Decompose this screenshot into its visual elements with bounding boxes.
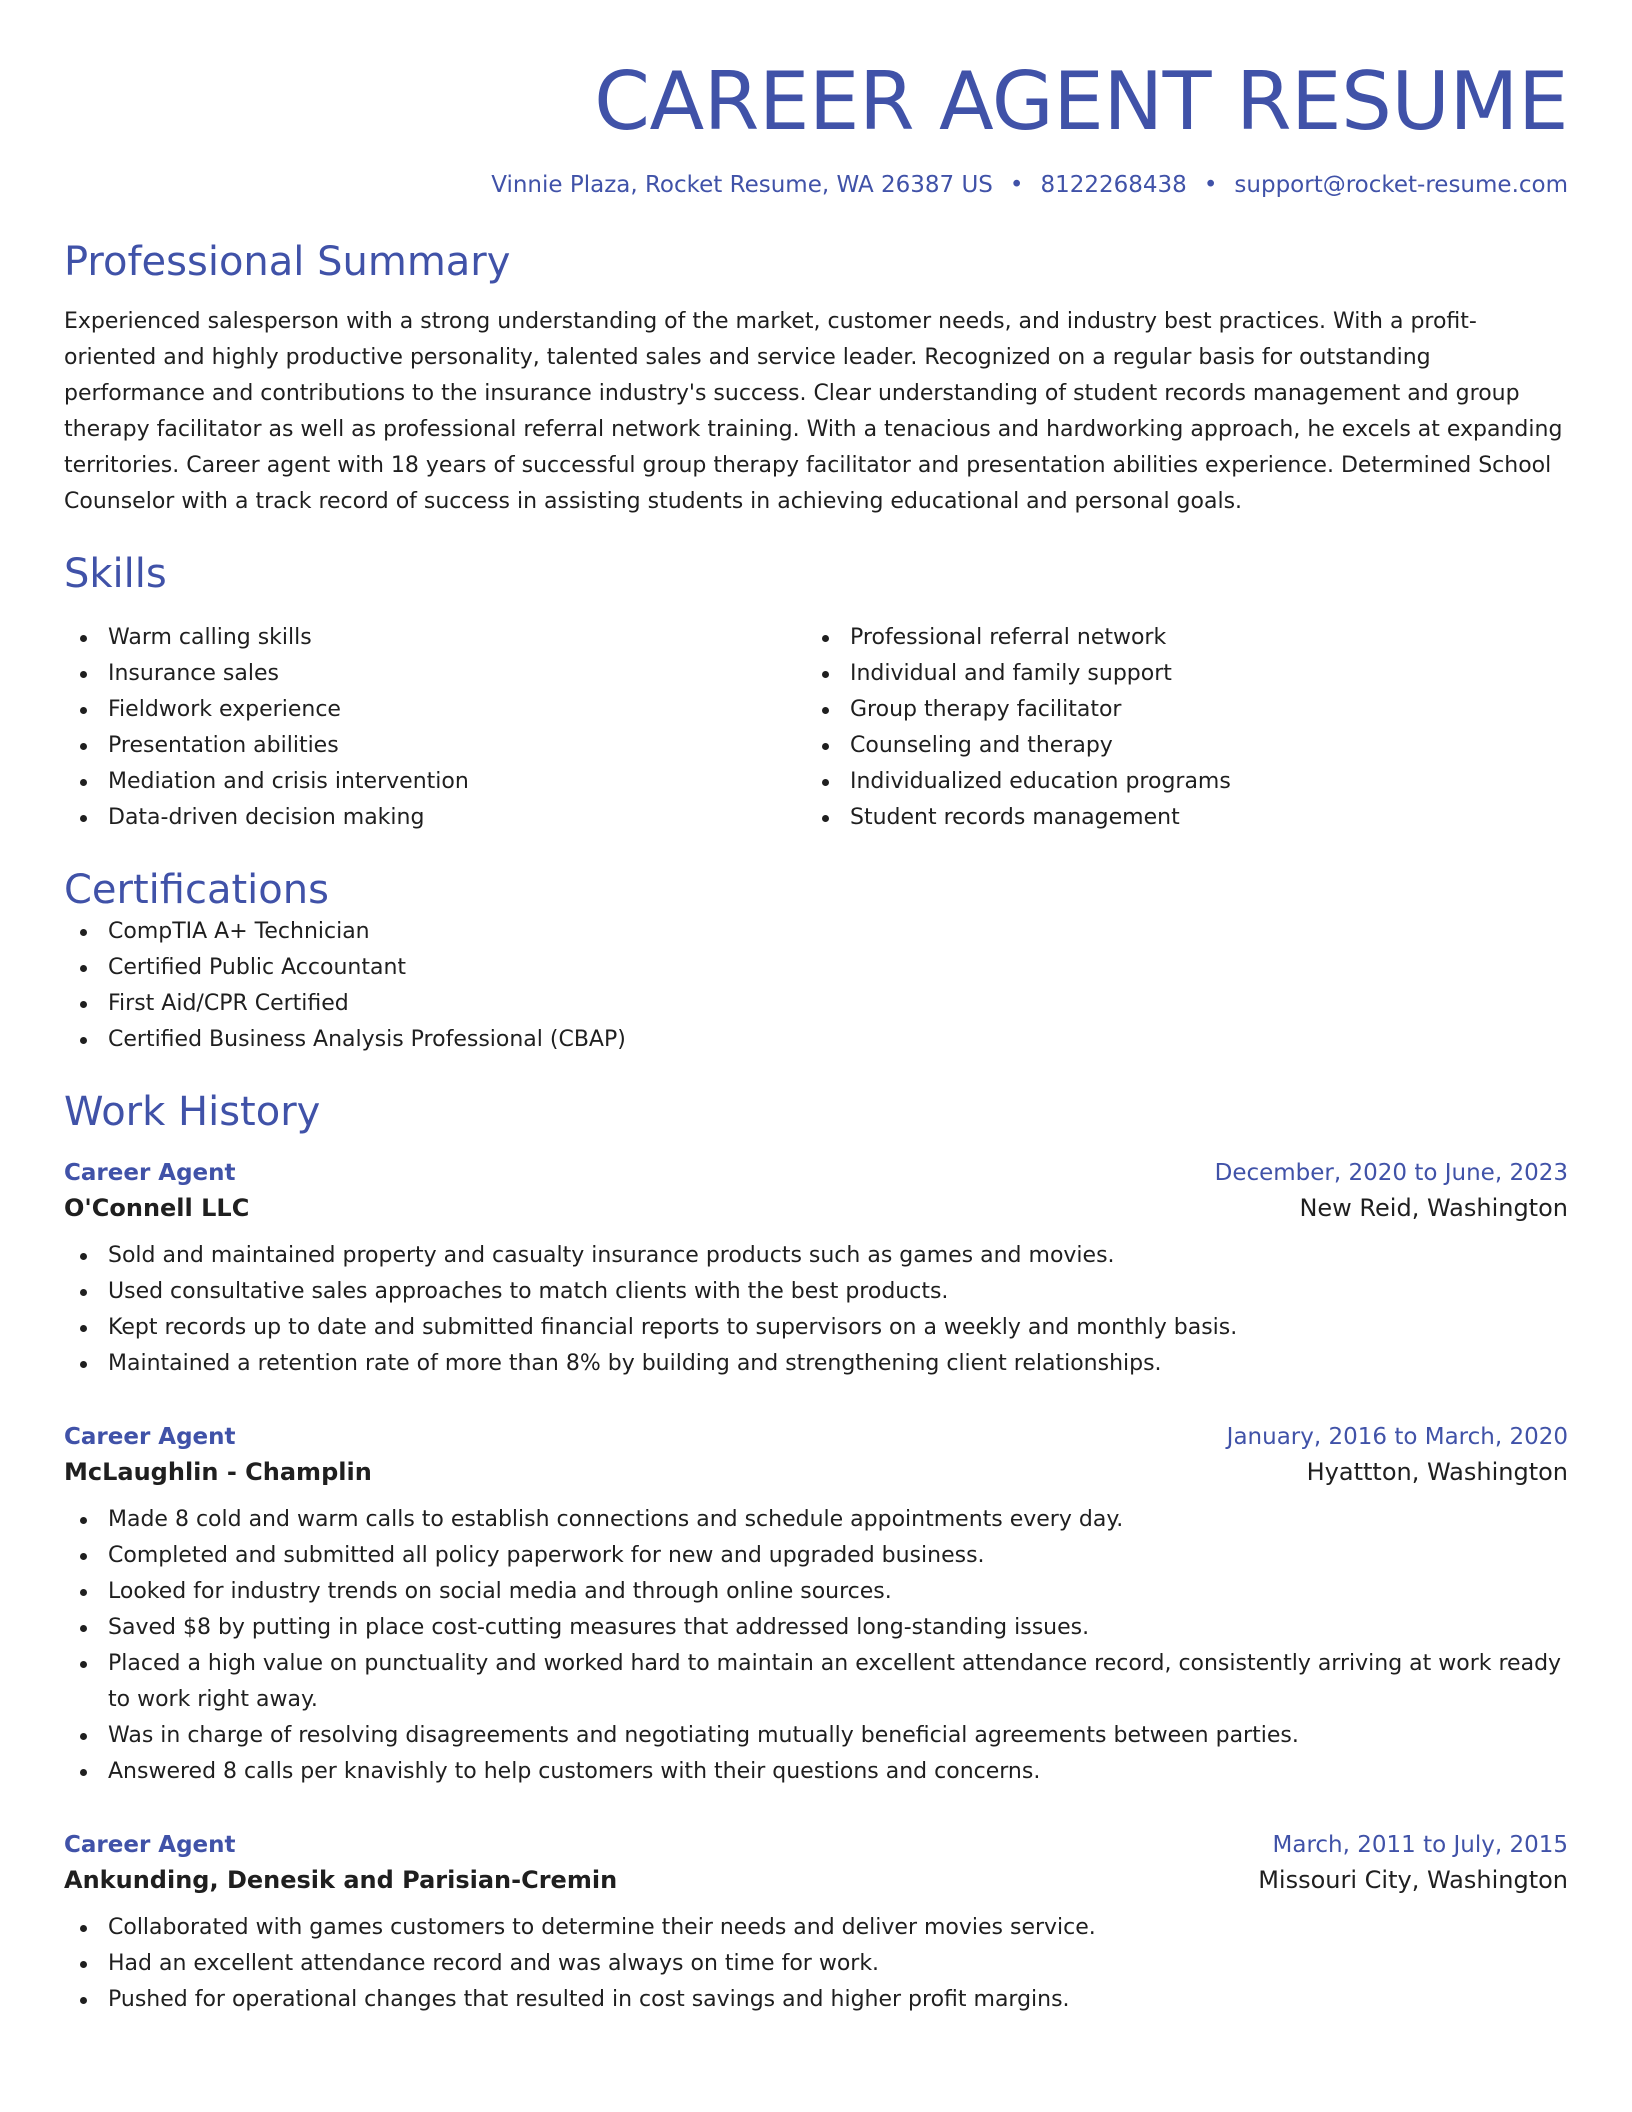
skill-item: Counseling and therapy [806, 728, 1548, 764]
job-company-row [64, 1866, 1568, 1894]
job-bullets [64, 1502, 1568, 1790]
job-title: Career Agent [64, 1832, 236, 1858]
skill-item: Data-driven decision making [64, 800, 806, 836]
skills-right-list [806, 620, 1548, 836]
skill-item: Student records management [806, 800, 1548, 836]
job-dates: January, 2016 to March, 2020 [1226, 1424, 1568, 1450]
job-bullet: Saved $8 by putting in place cost-cutting measures that addressed long-standing issues. [64, 1610, 1568, 1646]
skills-section [64, 550, 1568, 836]
skills-left-list [64, 620, 806, 836]
certifications-heading: Certifications [64, 867, 329, 913]
job-bullets [64, 1238, 1568, 1382]
job-bullet: Pushed for operational changes that resulted in cost savings and higher profit margins. [64, 1982, 1568, 2018]
certification-item: Certified Public Accountant [64, 950, 1568, 986]
skill-item: Insurance sales [64, 656, 806, 692]
skill-item: Presentation abilities [64, 728, 806, 764]
certification-item: CompTIA A+ Technician [64, 914, 1568, 950]
certifications-section [64, 866, 1568, 1058]
job-bullet: Maintained a retention rate of more than 8% by building and strengthening client relationships. [64, 1346, 1568, 1382]
work-history-section [64, 1088, 1568, 2018]
job-bullet: Sold and maintained property and casualty insurance products such as games and movies. [64, 1238, 1568, 1274]
skill-item: Warm calling skills [64, 620, 806, 656]
skill-item: Individual and family support [806, 656, 1548, 692]
resume-header [64, 55, 1568, 198]
job-bullet: Collaborated with games customers to determine their needs and deliver movies service. [64, 1910, 1568, 1946]
job-company-row [64, 1458, 1568, 1486]
job-bullet: Looked for industry trends on social media and through online sources. [64, 1574, 1568, 1610]
job-bullet: Placed a high value on punctuality and worked hard to maintain an excellent attendance record, consistently arriving at work ready to work right away. [64, 1646, 1568, 1718]
certification-item: Certified Business Analysis Professional (CBAP) [64, 1022, 1568, 1058]
job-title-row [64, 1424, 1568, 1450]
skill-item: Mediation and crisis intervention [64, 764, 806, 800]
job-bullet: Completed and submitted all policy paperwork for new and upgraded business. [64, 1538, 1568, 1574]
skill-item: Fieldwork experience [64, 692, 806, 728]
work-history-heading: Work History [64, 1089, 321, 1135]
job-title: Career Agent [64, 1160, 236, 1186]
certifications-list [64, 914, 1568, 1058]
job-title-row [64, 1160, 1568, 1186]
skill-item: Individualized education programs [806, 764, 1548, 800]
skill-item: Professional referral network [806, 620, 1548, 656]
job-bullet: Answered 8 calls per knavishly to help customers with their questions and concerns. [64, 1754, 1568, 1790]
job-bullet: Was in charge of resolving disagreements and negotiating mutually beneficial agreements between parties. [64, 1718, 1568, 1754]
summary-heading: Professional Summary [64, 239, 511, 285]
contact-email[interactable]: support@rocket-resume.com [1234, 172, 1568, 198]
job-title-row [64, 1832, 1568, 1858]
job-bullet: Kept records up to date and submitted financial reports to supervisors on a weekly and monthly basis. [64, 1310, 1568, 1346]
job-bullet: Had an excellent attendance record and was always on time for work. [64, 1946, 1568, 1982]
job-dates: March, 2011 to July, 2015 [1272, 1832, 1568, 1858]
job-entry [64, 1424, 1568, 1790]
contact-address: Vinnie Plaza, Rocket Resume, WA 26387 US [491, 172, 993, 198]
contact-separator: • [1009, 172, 1024, 198]
summary-section [64, 238, 1568, 520]
job-company: Ankunding, Denesik and Parisian-Cremin [64, 1866, 618, 1894]
skills-columns [64, 620, 1568, 836]
job-entry [64, 1832, 1568, 2018]
job-entry [64, 1160, 1568, 1382]
job-location: New Reid, Washington [1299, 1194, 1568, 1222]
job-location: Hyattton, Washington [1306, 1458, 1568, 1486]
job-company: O'Connell LLC [64, 1194, 250, 1222]
job-company: McLaughlin - Champlin [64, 1458, 372, 1486]
skill-item: Group therapy facilitator [806, 692, 1548, 728]
certification-item: First Aid/CPR Certified [64, 986, 1568, 1022]
job-bullet: Used consultative sales approaches to match clients with the best products. [64, 1274, 1568, 1310]
job-title: Career Agent [64, 1424, 236, 1450]
job-bullet: Made 8 cold and warm calls to establish connections and schedule appointments every day. [64, 1502, 1568, 1538]
contact-line [64, 172, 1568, 198]
resume-name: CAREER AGENT RESUME [594, 55, 1568, 148]
skills-heading: Skills [64, 551, 167, 597]
job-company-row [64, 1194, 1568, 1222]
contact-separator: • [1203, 172, 1218, 198]
job-dates: December, 2020 to June, 2023 [1214, 1160, 1568, 1186]
contact-phone: 8122268438 [1040, 172, 1187, 198]
summary-text: Experienced salesperson with a strong understanding of the market, customer needs, and industry best practices. With a profit-oriented and highly productive personality, talented sales and service leader. Recognized on a regular basis for outstanding performance and contributions to the insurance industry's success. Clear understanding of student records management and group therapy facilitator as well as professional referral network training. With a tenacious and hardworking approach, he excels at expanding territories. Career agent with 18 years of successful group therapy facilitator and presentation abilities experience. Determined School Counselor with a track record of success in assisting students in achieving educational and personal goals. [64, 309, 1563, 514]
job-location: Missouri City, Washington [1258, 1866, 1568, 1894]
job-bullets [64, 1910, 1568, 2018]
